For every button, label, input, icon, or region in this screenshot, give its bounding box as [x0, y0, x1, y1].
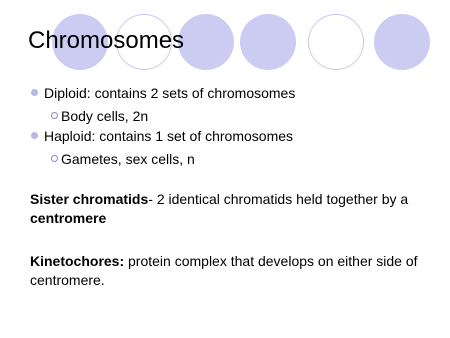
sub-bullet-ring-icon: [51, 112, 58, 119]
term-centromere: centromere: [30, 210, 107, 226]
decorative-circle: [308, 14, 364, 70]
decorative-circle: [178, 14, 234, 70]
bullet-dot-icon: [31, 132, 38, 139]
bullet-haploid: Haploid: contains 1 set of chromosomes: [44, 128, 294, 144]
sister-chromatids-text: - 2 identical chromatids held together by a: [148, 191, 409, 207]
sub-bullet-body-cells: Body cells, 2n: [61, 108, 149, 124]
sub-bullet-gametes: Gametes, sex cells, n: [61, 151, 195, 167]
sister-chromatids-paragraph: [30, 190, 430, 228]
decorative-circle: [374, 14, 430, 70]
bullet-dot-icon: [31, 89, 38, 96]
decorative-circle: [240, 14, 296, 70]
kinetochores-text: protein complex that develops on either side of centromere.: [30, 253, 418, 288]
term-kinetochores: Kinetochores:: [30, 253, 125, 269]
sub-bullet-ring-icon: [51, 155, 58, 162]
bullet-diploid: Diploid: contains 2 sets of chromosomes: [44, 85, 296, 101]
kinetochores-paragraph: [30, 252, 430, 290]
slide-title: Chromosomes: [28, 27, 185, 54]
term-sister-chromatids: Sister chromatids: [30, 191, 149, 207]
